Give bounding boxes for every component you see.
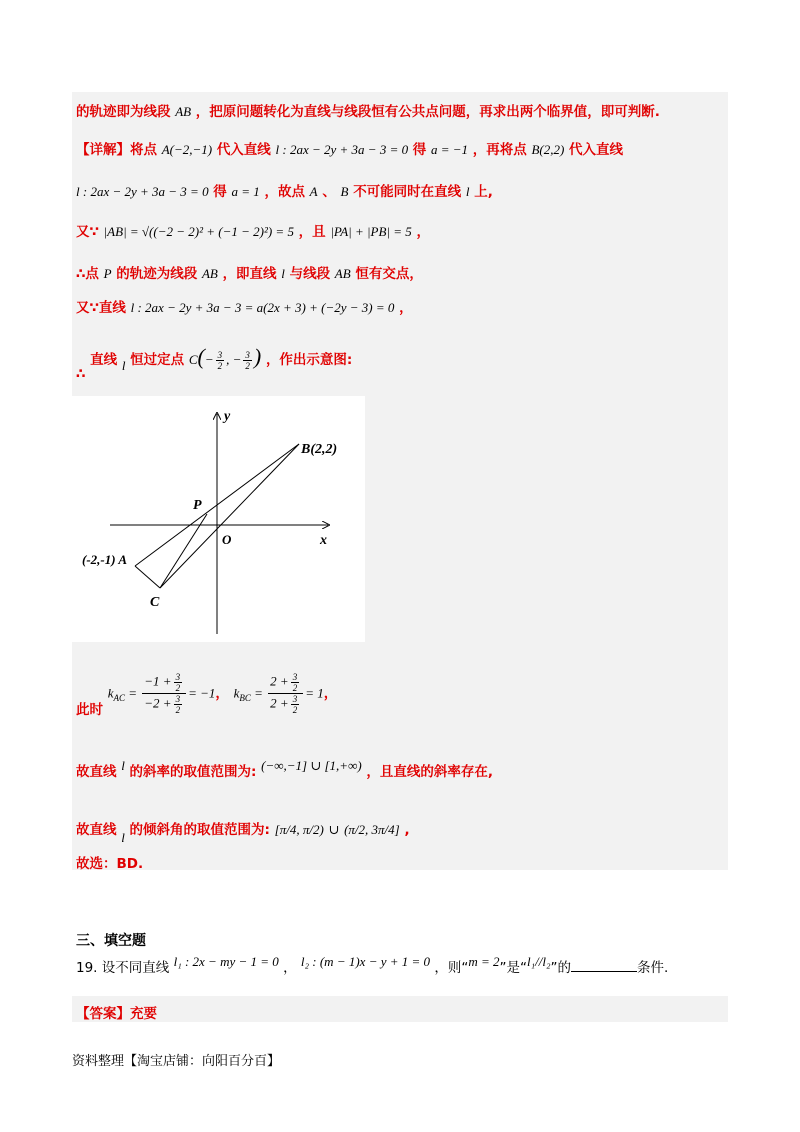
result: = −1: [188, 685, 216, 701]
solution-line-8: 此时 $k_{AC}$ = −1 + $\frac{3}{2}$ −2 + $\frac{3}{2}$ = −1， $k_{BC}$ = 2 + $\frac{3}{2}$ 2 + $\frac{3}{2}$ = 1，: [76, 672, 338, 718]
section-title: 三、填空题: [76, 933, 146, 949]
numerator: 2 +: [270, 673, 289, 689]
text: ，把原问题转化为直线与线段恒有公共点问题，再求出两个临界值，即可判断.: [195, 104, 660, 120]
parallel-relation: l₁//l₂: [527, 954, 551, 969]
text: ∴点: [76, 266, 99, 282]
solution-line-5: [76, 262, 423, 282]
coordinate-diagram: [72, 396, 365, 642]
line-l: l: [465, 184, 470, 199]
distance-equation: |AB| = √((−2 − 2)² + (−1 − 2)²) = 5: [103, 224, 294, 239]
fraction-denominator: 2: [292, 705, 298, 715]
point-a: A: [309, 184, 318, 199]
text: 的斜率的取值范围为:: [129, 764, 257, 780]
solution-line-11: [76, 852, 143, 872]
text: 不可能同时在直线: [353, 184, 462, 200]
line-equation: l : 2ax − 2y + 3a − 3 = a(2x + 3) + (−2y − 3) = 0: [130, 300, 395, 315]
label-y: y: [224, 409, 231, 424]
text: ，再将点: [472, 142, 527, 158]
diagram: [72, 396, 365, 642]
text: 设不同直线: [101, 960, 170, 976]
label-o: O: [222, 532, 232, 547]
fraction-numerator: 3: [175, 672, 181, 682]
fraction-numerator: 3: [175, 694, 181, 704]
angle-range-b: (π/2, 3π/4]: [344, 822, 400, 837]
solution-line-10: [76, 818, 410, 845]
line-l1: l₁ : 2x − my − 1 = 0: [173, 954, 279, 969]
fraction-denominator: 2: [245, 360, 250, 371]
text: 此时: [76, 701, 103, 718]
line-l: l: [121, 358, 126, 373]
line-l: l: [121, 830, 125, 845]
label-b: B(2,2): [301, 442, 338, 457]
line-l: l: [281, 266, 285, 281]
slope-ac-subscript: AC: [113, 693, 125, 704]
point-b: B(2,2): [531, 142, 565, 157]
solution-line-3: [76, 180, 493, 200]
result: a = 1: [231, 184, 260, 199]
final-answer: 故选：BD.: [76, 856, 144, 872]
text: 的轨迹为线段: [116, 266, 198, 282]
sum-equation: |PA| + |PB| = 5: [330, 224, 412, 239]
solution-line-6: [76, 296, 413, 316]
label-x: x: [320, 533, 327, 548]
text: 代入直线: [569, 142, 624, 158]
segment-ab: AB: [334, 266, 351, 281]
text: ，且直线的斜率存在,: [366, 764, 494, 780]
label-c: C: [150, 595, 160, 610]
question-number: 19.: [76, 960, 98, 976]
text: ,: [404, 822, 410, 838]
detail-label: 【详解】将点: [76, 142, 157, 158]
segment-ac: [135, 566, 160, 588]
condition: m = 2: [468, 954, 500, 969]
denominator: −2 +: [144, 695, 172, 711]
text: 得: [412, 142, 427, 158]
segment-cb: [160, 444, 299, 588]
text: 的轨迹即为线段: [76, 104, 171, 120]
fraction-denominator: 2: [175, 705, 181, 715]
text: 直线: [90, 352, 118, 368]
text: 又∵: [76, 224, 99, 240]
text: 与线段: [289, 266, 331, 282]
point-b: B: [340, 184, 349, 199]
union-symbol: ∪: [328, 822, 340, 837]
line-l2: l₂ : (m − 1)x − y + 1 = 0: [300, 954, 431, 969]
text: 故直线: [76, 764, 117, 780]
footer-text: 资料整理【淘宝店铺：向阳百分百】: [72, 1054, 281, 1069]
fraction-denominator: 2: [175, 683, 181, 693]
fraction-numerator: 3: [292, 694, 298, 704]
slope-bc-subscript: BC: [239, 693, 251, 704]
text: 得: [213, 184, 227, 200]
text: 条件.: [637, 960, 669, 976]
text: ，故点: [264, 184, 305, 200]
answer-blank: [571, 959, 637, 972]
fraction-denominator: 2: [292, 683, 298, 693]
angle-range-a: [π/4, π/2): [274, 822, 324, 837]
solution-line-9: [76, 760, 493, 780]
slope-ac: k: [107, 685, 114, 701]
point-c: C: [188, 352, 198, 367]
label-a: (-2,-1) A: [82, 552, 128, 567]
fraction-numerator: 3: [292, 672, 298, 682]
text: 恒有交点，: [355, 266, 423, 282]
line-equation: l : 2ax − 2y + 3a − 3 = 0: [275, 142, 409, 157]
slope-range: (−∞,−1] ∪ [1,+∞): [261, 758, 362, 773]
text: 恒过定点: [130, 352, 185, 368]
answer-panel: [72, 996, 728, 1022]
solution-line-1: [76, 100, 660, 120]
label-p: P: [193, 498, 202, 513]
text: ，: [283, 960, 297, 976]
solution-line-4: [76, 220, 430, 240]
result: = 1: [305, 685, 324, 701]
fraction-numerator: 3: [245, 349, 250, 360]
text: ”是“: [499, 960, 527, 976]
line-equation: l : 2ax − 2y + 3a − 3 = 0: [76, 184, 209, 199]
text: 的倾斜角的取值范围为:: [129, 822, 270, 838]
fraction-denominator: 2: [217, 360, 223, 371]
result: a = −1: [431, 142, 469, 157]
fraction-numerator: 3: [217, 349, 223, 360]
text: ，作出示意图:: [265, 352, 353, 368]
answer-label: 【答案】充要: [76, 1006, 157, 1022]
text: 又∵直线: [76, 300, 126, 316]
segment-ab: AB: [201, 266, 218, 281]
therefore-symbol: ∴: [76, 366, 86, 382]
point-a: A(−2,−1): [161, 142, 213, 157]
text: ，则“: [434, 960, 469, 976]
line-l: l: [121, 758, 125, 773]
text: ，: [399, 300, 413, 316]
text: 代入直线: [216, 142, 271, 158]
slope-bc: k: [233, 685, 240, 701]
text: ，且: [298, 224, 326, 240]
point-p: P: [103, 266, 112, 281]
text: 故直线: [76, 822, 117, 838]
text: 、: [322, 184, 336, 200]
question-19: [76, 956, 668, 976]
denominator: 2 +: [270, 695, 289, 711]
text: 上,: [474, 184, 493, 200]
numerator: −1 +: [144, 673, 172, 689]
solution-line-2: [76, 138, 623, 158]
solution-line-7: ∴ 直线 l 恒过定点 C(− $\frac{3}{2}$ , − $\frac{3}{2}$ ) ，作出示意图:: [76, 344, 353, 382]
text: ”的: [550, 960, 571, 976]
text: ，即直线: [222, 266, 277, 282]
text: ，: [416, 224, 430, 240]
segment-ab: AB: [175, 104, 192, 119]
